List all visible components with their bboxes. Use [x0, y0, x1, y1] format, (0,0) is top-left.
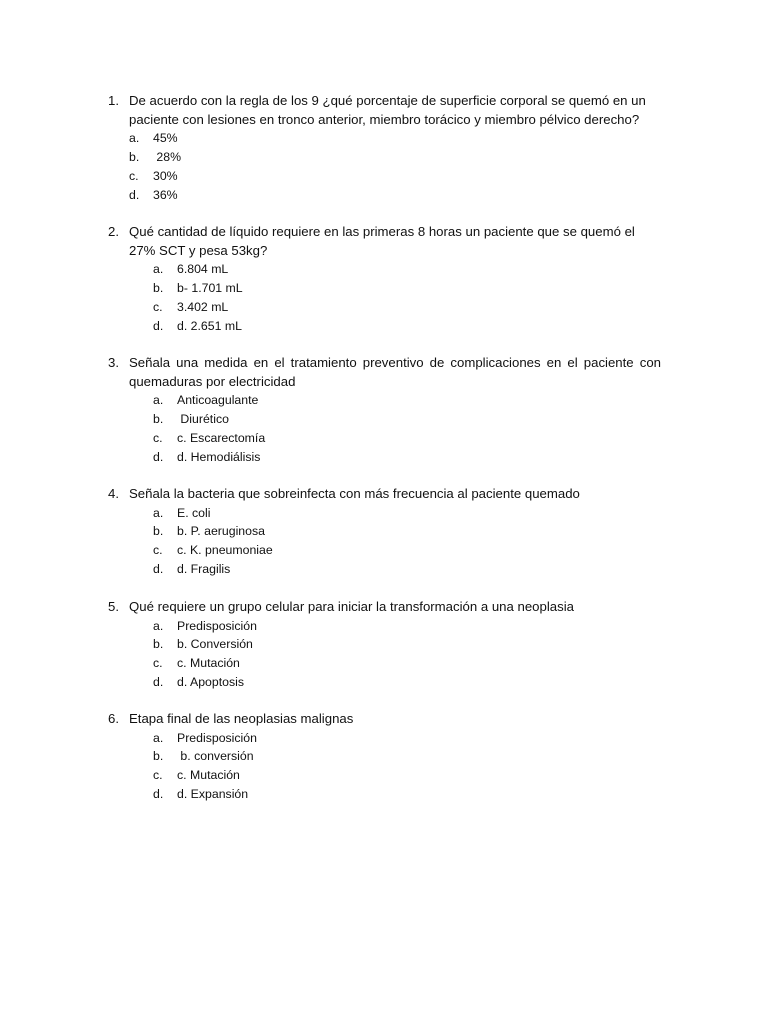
- option-letter: a.: [153, 730, 164, 745]
- question-header: [108, 92, 661, 129]
- option-text: d. 2.651 mL: [177, 318, 242, 333]
- answer-options: [153, 504, 661, 579]
- option-text: Predisposición: [177, 730, 257, 745]
- question-header: [108, 710, 661, 729]
- option-letter: d.: [153, 786, 164, 801]
- question-number: 5.: [108, 599, 119, 614]
- question-header: [108, 598, 661, 617]
- option-text: 36%: [153, 187, 178, 202]
- option-text: c. K. pneumoniae: [177, 543, 273, 558]
- answer-options: [153, 260, 661, 335]
- option-letter: b.: [153, 637, 164, 652]
- answer-option-c: [153, 298, 661, 317]
- option-text: 6.804 mL: [177, 262, 229, 277]
- answer-option-b: [153, 747, 661, 766]
- answer-option-a: [153, 729, 661, 748]
- option-letter: c.: [153, 299, 163, 314]
- question-header: [108, 354, 661, 391]
- answer-option-a: [129, 129, 661, 148]
- option-letter: b.: [129, 149, 140, 164]
- option-letter: d.: [153, 561, 164, 576]
- answer-option-b: [129, 148, 661, 167]
- answer-option-b: [153, 279, 661, 298]
- question-text: De acuerdo con la regla de los 9 ¿qué porcentaje de superficie corporal se quemó en un paciente con lesiones en tronco anterior, miembro torácico y miembro pélvico derecho?: [129, 93, 646, 127]
- option-text: 45%: [153, 131, 178, 146]
- question-text: Señala la bacteria que sobreinfecta con más frecuencia al paciente quemado: [129, 486, 580, 501]
- option-letter: d.: [153, 318, 164, 333]
- option-letter: d.: [153, 674, 164, 689]
- option-text: d. Expansión: [177, 786, 249, 801]
- answer-option-b: [153, 410, 661, 429]
- option-text: b. Conversión: [177, 637, 253, 652]
- option-letter: b.: [153, 280, 164, 295]
- option-letter: a.: [153, 393, 164, 408]
- option-text: E. coli: [177, 505, 211, 520]
- question-3: [108, 354, 661, 466]
- option-text: b. P. aeruginosa: [177, 524, 265, 539]
- option-text: 3.402 mL: [177, 299, 229, 314]
- option-letter: c.: [153, 768, 163, 783]
- answer-option-d: [153, 317, 661, 336]
- answer-option-c: [153, 429, 661, 448]
- option-letter: c.: [153, 543, 163, 558]
- option-text: d. Apoptosis: [177, 674, 244, 689]
- answer-option-d: [129, 186, 661, 205]
- question-text: Qué cantidad de líquido requiere en las primeras 8 horas un paciente que se quemó el 27% SCT y pesa 53kg?: [129, 224, 635, 258]
- option-letter: a.: [129, 131, 140, 146]
- option-text: 28%: [153, 149, 182, 164]
- option-letter: b.: [153, 411, 164, 426]
- answer-option-c: [153, 541, 661, 560]
- option-letter: b.: [153, 524, 164, 539]
- option-text: b- 1.701 mL: [177, 280, 243, 295]
- question-header: [108, 485, 661, 504]
- answer-options: [129, 129, 661, 204]
- option-letter: d.: [129, 187, 140, 202]
- option-letter: d.: [153, 449, 164, 464]
- answer-option-a: [153, 391, 661, 410]
- option-letter: a.: [153, 618, 164, 633]
- question-6: [108, 710, 661, 804]
- option-letter: c.: [153, 430, 163, 445]
- answer-option-c: [153, 654, 661, 673]
- answer-option-d: [153, 448, 661, 467]
- option-letter: c.: [153, 656, 163, 671]
- option-text: Predisposición: [177, 618, 257, 633]
- question-4: [108, 485, 661, 579]
- option-text: d. Hemodiálisis: [177, 449, 261, 464]
- option-letter: a.: [153, 262, 164, 277]
- option-letter: b.: [153, 749, 164, 764]
- question-number: 2.: [108, 224, 119, 239]
- option-text: b. conversión: [177, 749, 254, 764]
- answer-options: [153, 391, 661, 466]
- question-number: 6.: [108, 711, 119, 726]
- option-text: c. Escarectomía: [177, 430, 266, 445]
- option-text: d. Fragilis: [177, 561, 231, 576]
- question-text: Señala una medida en el tratamiento preventivo de complicaciones en el paciente con quemaduras por electricidad: [129, 355, 661, 389]
- answer-option-c: [153, 766, 661, 785]
- option-text: Anticoagulante: [177, 393, 259, 408]
- answer-option-a: [153, 617, 661, 636]
- option-letter: c.: [129, 168, 139, 183]
- option-text: 30%: [153, 168, 178, 183]
- question-text: Etapa final de las neoplasias malignas: [129, 711, 354, 726]
- answer-options: [153, 729, 661, 804]
- question-header: [108, 223, 661, 260]
- answer-options: [153, 617, 661, 692]
- option-text: Diurético: [177, 411, 229, 426]
- answer-option-a: [153, 260, 661, 279]
- question-text: Qué requiere un grupo celular para iniciar la transformación a una neoplasia: [129, 599, 574, 614]
- question-5: [108, 598, 661, 692]
- answer-option-b: [153, 522, 661, 541]
- question-number: 3.: [108, 355, 119, 370]
- answer-option-c: [129, 167, 661, 186]
- option-text: c. Mutación: [177, 656, 240, 671]
- question-number: 4.: [108, 486, 119, 501]
- answer-option-d: [153, 560, 661, 579]
- option-letter: a.: [153, 505, 164, 520]
- question-number: 1.: [108, 93, 119, 108]
- answer-option-d: [153, 785, 661, 804]
- question-1: [108, 92, 661, 204]
- question-2: [108, 223, 661, 335]
- answer-option-d: [153, 673, 661, 692]
- answer-option-a: [153, 504, 661, 523]
- answer-option-b: [153, 635, 661, 654]
- option-text: c. Mutación: [177, 768, 240, 783]
